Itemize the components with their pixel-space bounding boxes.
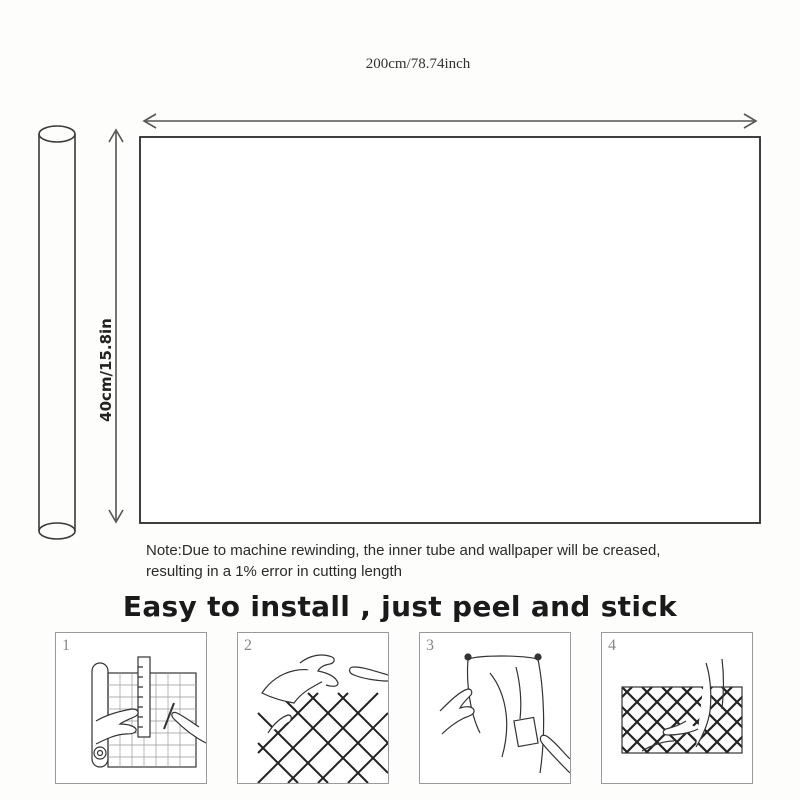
note-line-2: resulting in a 1% error in cutting length — [146, 563, 402, 580]
wallpaper-roll-icon — [39, 126, 75, 539]
width-arrow — [144, 114, 756, 128]
step-1-panel — [55, 632, 207, 784]
width-dimension-label: 200cm/78.74inch — [365, 56, 471, 72]
step-number: 2 — [244, 637, 252, 654]
step-number: 1 — [62, 637, 70, 654]
smooth-with-scraper-icon — [420, 633, 570, 783]
step-4-panel — [601, 632, 753, 784]
press-to-wall-icon — [602, 633, 752, 783]
install-headline: Easy to install , just peel and stick — [122, 590, 678, 623]
height-dimension-label: 40cm/15.8in — [97, 318, 115, 422]
step-number: 4 — [608, 637, 616, 654]
step-number: 3 — [426, 637, 434, 654]
step-3-panel — [419, 632, 571, 784]
wallpaper-sheet — [140, 137, 760, 523]
measure-and-cut-icon — [56, 633, 206, 783]
note-text — [146, 540, 786, 582]
note-line-1: Note:Due to machine rewinding, the inner tube and wallpaper will be creased, — [146, 542, 661, 559]
step-2-panel — [237, 632, 389, 784]
peel-backing-icon — [238, 633, 388, 783]
